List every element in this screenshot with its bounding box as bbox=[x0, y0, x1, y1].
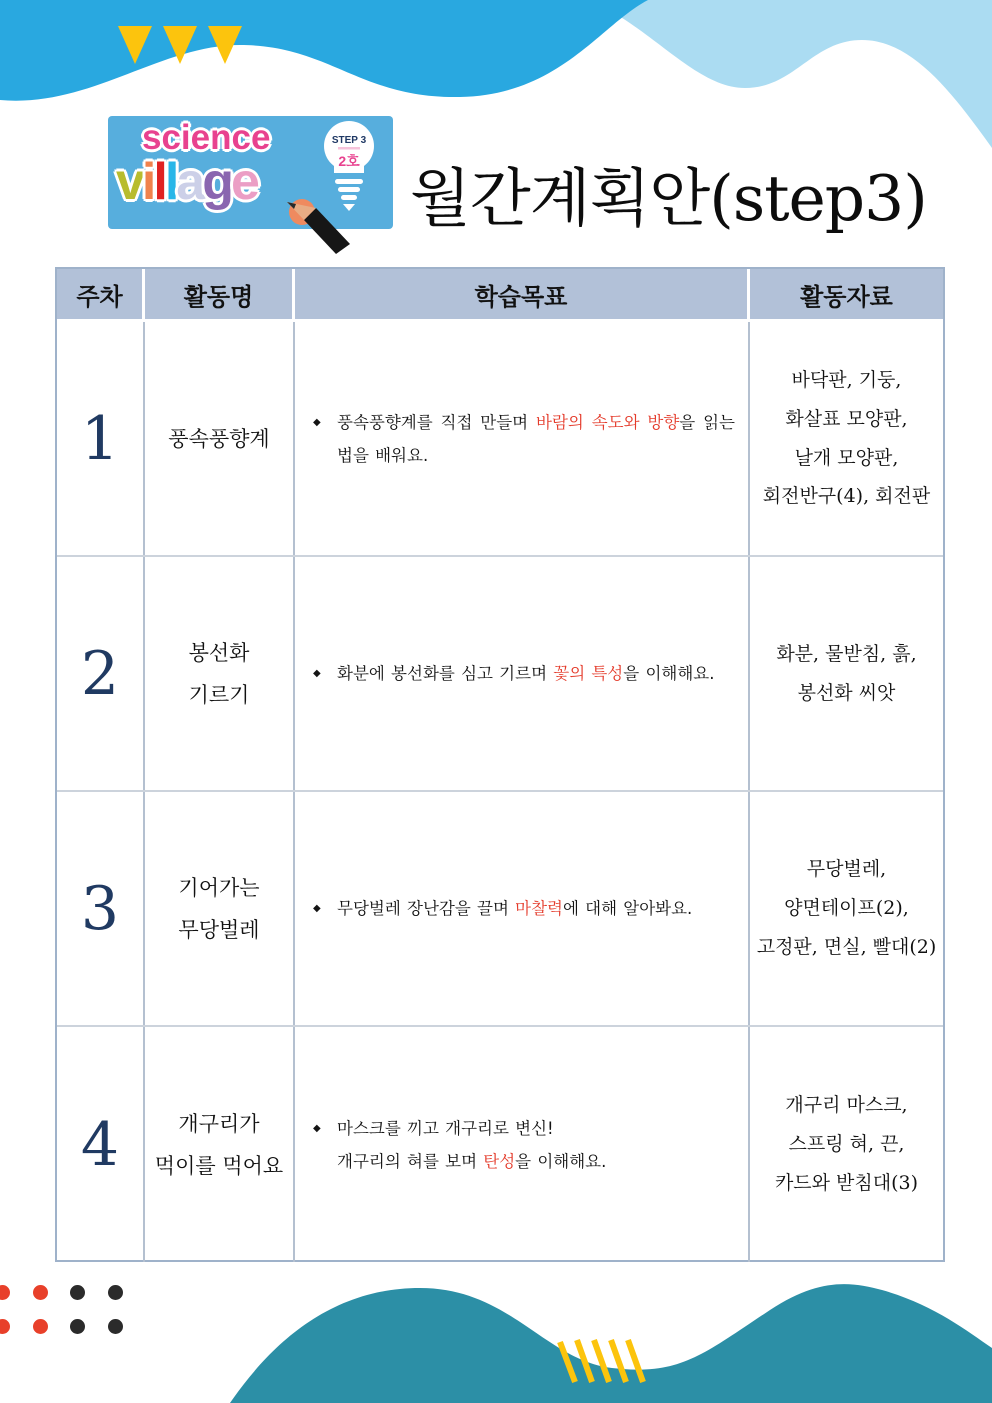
activity-name-line: 개구리가 bbox=[178, 1111, 260, 1136]
logo-word-science: science bbox=[142, 118, 271, 157]
logo-word-village bbox=[116, 152, 257, 212]
week-cell bbox=[57, 792, 145, 1025]
activity-materials-cell bbox=[750, 792, 943, 1025]
materials-line: 화살표 모양판, bbox=[785, 407, 908, 430]
materials-line: 바닥판, 기둥, bbox=[791, 368, 902, 391]
logo-letter: i bbox=[141, 153, 154, 211]
table-row bbox=[57, 792, 943, 1027]
table-row bbox=[57, 557, 943, 792]
table-row bbox=[57, 322, 943, 557]
activity-name-line: 기르기 bbox=[188, 682, 250, 707]
learning-objective-cell bbox=[295, 792, 750, 1025]
diamond-bullet-icon: ◆ bbox=[313, 668, 321, 679]
table-header-row bbox=[57, 269, 943, 322]
logo-letter: v bbox=[116, 153, 142, 211]
week-cell bbox=[57, 322, 145, 555]
activity-materials-cell bbox=[750, 322, 943, 555]
monthly-plan-table bbox=[55, 267, 945, 1262]
activity-name-line: 풍속풍향계 bbox=[168, 426, 270, 451]
dot bbox=[70, 1285, 85, 1300]
dot-grid-decoration bbox=[0, 1285, 140, 1340]
objective-text: 개구리의 혀를 보며 bbox=[337, 1151, 484, 1171]
badge-divider bbox=[338, 147, 360, 150]
objective-keyword-red: 탄성 bbox=[483, 1151, 516, 1171]
science-village-logo bbox=[108, 116, 393, 229]
table-row bbox=[57, 1027, 943, 1262]
materials-line: 회전반구(4), 회전판 bbox=[762, 485, 931, 508]
diamond-bullet-icon: ◆ bbox=[313, 1122, 321, 1134]
pennant-icons bbox=[118, 26, 242, 64]
week-number: 3 bbox=[80, 873, 120, 944]
objective-line bbox=[311, 1145, 735, 1178]
dot bbox=[0, 1285, 10, 1300]
materials-line: 무당벌레, bbox=[806, 858, 887, 881]
week-number: 2 bbox=[80, 638, 120, 709]
activity-materials-cell bbox=[750, 1027, 943, 1262]
dot bbox=[0, 1319, 10, 1334]
activity-name-line: 무당벌레 bbox=[178, 917, 260, 942]
activity-name-cell bbox=[145, 792, 295, 1025]
activity-name-cell bbox=[145, 322, 295, 555]
objective-text: 에 대해 알아봐요. bbox=[562, 899, 693, 918]
materials-line: 화분, 물받침, 흙, bbox=[776, 642, 917, 665]
badge-step-label: STEP 3 bbox=[331, 135, 367, 146]
badge-issue-label: 2호 bbox=[338, 153, 360, 169]
logo-letter: g bbox=[202, 153, 231, 211]
top-wave-blue bbox=[0, 0, 648, 101]
week-number: 4 bbox=[80, 1109, 120, 1180]
dot bbox=[70, 1319, 85, 1334]
activity-name-line: 먹이를 먹어요 bbox=[154, 1153, 284, 1178]
dot bbox=[108, 1319, 123, 1334]
top-wave-light bbox=[588, 0, 992, 148]
col-header-objective: 학습목표 bbox=[295, 269, 750, 319]
logo-letter: l bbox=[164, 153, 177, 211]
activity-name-line: 기어가는 bbox=[178, 875, 260, 900]
diamond-bullet-icon: ◆ bbox=[313, 416, 321, 428]
objective-line bbox=[311, 1112, 735, 1145]
materials-line: 카드와 받침대(3) bbox=[774, 1171, 919, 1194]
objective-text: 풍속풍향계를 직접 만들며 bbox=[337, 412, 536, 432]
activity-materials-cell bbox=[750, 557, 943, 790]
objective-line bbox=[311, 892, 735, 925]
logo-letter: a bbox=[176, 153, 203, 211]
activity-name-cell bbox=[145, 557, 295, 790]
page-title: 월간계획안(step3) bbox=[410, 162, 927, 235]
week-cell bbox=[57, 557, 145, 790]
diamond-bullet-icon: ◆ bbox=[313, 903, 321, 914]
dot bbox=[33, 1285, 48, 1300]
activity-name-cell bbox=[145, 1027, 295, 1262]
materials-line: 스프링 혀, 끈, bbox=[788, 1133, 905, 1156]
objective-line bbox=[311, 406, 735, 472]
pencil-icon bbox=[280, 198, 390, 264]
activity-name-line: 봉선화 bbox=[188, 640, 250, 665]
dot bbox=[33, 1319, 48, 1334]
objective-text: 을 이해해요. bbox=[515, 1151, 607, 1171]
materials-line: 고정판, 면실, 빨대(2) bbox=[756, 935, 937, 958]
objective-line bbox=[311, 657, 735, 690]
materials-line: 개구리 마스크, bbox=[785, 1094, 908, 1117]
logo-letter: l bbox=[153, 153, 165, 211]
week-number: 1 bbox=[80, 403, 120, 474]
objective-keyword-red: 꽃의 특성 bbox=[553, 664, 624, 683]
objective-text: 화분에 봉선화를 심고 기르며 bbox=[337, 664, 554, 683]
objective-keyword-red: 바람의 속도와 방향 bbox=[536, 412, 680, 432]
objective-keyword-red: 마찰력 bbox=[515, 899, 563, 918]
objective-text: 을 읽는 법을 배워요. bbox=[337, 412, 735, 465]
materials-line: 날개 모양판, bbox=[794, 446, 899, 469]
learning-objective-cell bbox=[295, 322, 750, 555]
table-body bbox=[57, 322, 943, 1262]
dot bbox=[108, 1285, 123, 1300]
week-cell bbox=[57, 1027, 145, 1262]
logo-letter: e bbox=[230, 153, 257, 211]
materials-line: 양면테이프(2), bbox=[784, 897, 909, 920]
objective-text: 을 이해해요. bbox=[623, 664, 715, 683]
bottom-wave-decoration bbox=[0, 1260, 992, 1403]
objective-text: 무당벌레 장난감을 끌며 bbox=[337, 899, 516, 918]
col-header-week: 주차 bbox=[57, 269, 145, 319]
col-header-materials: 활동자료 bbox=[800, 281, 893, 311]
learning-objective-cell bbox=[295, 557, 750, 790]
materials-line: 봉선화 씨앗 bbox=[797, 681, 896, 704]
objective-text: 마스크를 끼고 개구리로 변신! bbox=[337, 1118, 554, 1138]
learning-objective-cell bbox=[295, 1027, 750, 1262]
col-header-activity: 활동명 bbox=[145, 269, 295, 319]
